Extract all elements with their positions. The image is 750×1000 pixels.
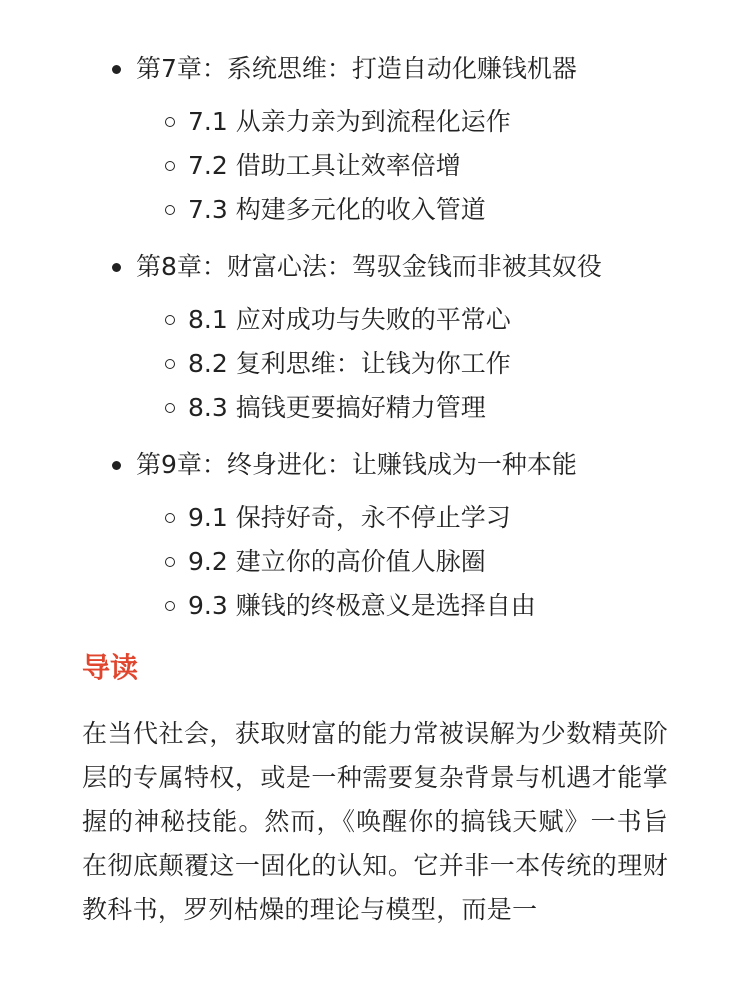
section-list — [136, 496, 668, 628]
section-item — [136, 298, 668, 342]
chapter-item — [82, 440, 668, 628]
section-item — [136, 386, 668, 430]
section-text: 9.2 建立你的高价值人脉圈 — [188, 547, 486, 576]
circle-bullet-icon — [165, 403, 175, 413]
section-text: 8.2 复利思维：让钱为你工作 — [188, 349, 511, 378]
circle-bullet-icon — [165, 117, 175, 127]
section-text: 8.3 搞钱更要搞好精力管理 — [188, 393, 486, 422]
section-item — [136, 100, 668, 144]
circle-bullet-icon — [165, 513, 175, 523]
section-text: 7.3 构建多元化的收入管道 — [188, 195, 486, 224]
bullet-icon — [112, 65, 121, 74]
section-list — [136, 298, 668, 430]
circle-bullet-icon — [165, 557, 175, 567]
section-text: 8.1 应对成功与失败的平常心 — [188, 305, 511, 334]
section-item — [136, 188, 668, 232]
intro-heading: 导读 — [82, 651, 139, 684]
circle-bullet-icon — [165, 359, 175, 369]
chapter-item — [82, 44, 668, 232]
section-item — [136, 342, 668, 386]
circle-bullet-icon — [165, 601, 175, 611]
bullet-icon — [112, 263, 121, 272]
chapter-item — [82, 242, 668, 430]
chapter-title — [136, 440, 668, 490]
chapter-title — [136, 242, 668, 292]
intro-paragraph: 在当代社会，获取财富的能力常被误解为少数精英阶层的专属特权，或是一种需要复杂背景与机遇才能掌握的神秘技能。然而，《唤醒你的搞钱天赋》一书旨在彻底颠覆这一固化的认知。它并非一本传统的理财教科书，罗列枯燥的理论与模型，而是一 — [82, 719, 668, 924]
circle-bullet-icon — [165, 161, 175, 171]
circle-bullet-icon — [165, 315, 175, 325]
chapter-title-text: 第9章：终身进化：让赚钱成为一种本能 — [136, 450, 577, 479]
section-text: 9.1 保持好奇，永不停止学习 — [188, 503, 511, 532]
section-item — [136, 540, 668, 584]
section-item — [136, 496, 668, 540]
chapter-title — [136, 44, 668, 94]
section-list — [136, 100, 668, 232]
section-text: 7.1 从亲力亲为到流程化运作 — [188, 107, 511, 136]
circle-bullet-icon — [165, 205, 175, 215]
section-text: 7.2 借助工具让效率倍增 — [188, 151, 461, 180]
chapter-title-text: 第7章：系统思维：打造自动化赚钱机器 — [136, 54, 577, 83]
chapter-title-text: 第8章：财富心法：驾驭金钱而非被其奴役 — [136, 252, 602, 281]
bullet-icon — [112, 461, 121, 470]
section-item — [136, 144, 668, 188]
section-text: 9.3 赚钱的终极意义是选择自由 — [188, 591, 536, 620]
section-item — [136, 584, 668, 628]
chapter-list — [82, 44, 668, 628]
